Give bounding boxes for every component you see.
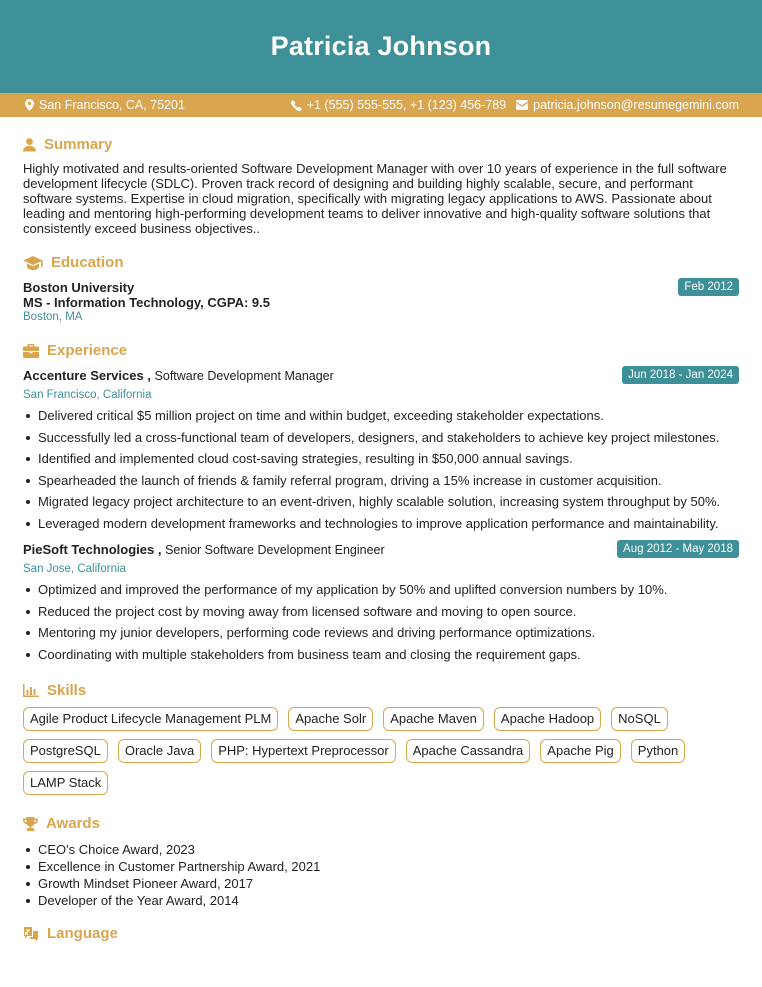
job-bullets [23,579,739,665]
job-bullet: Reduced the project cost by moving away from licensed software and moving to open source. [23,601,739,623]
job-entry [23,542,739,665]
job-bullet: Mentoring my junior developers, performing code reviews and driving performance optimizations. [23,622,739,644]
skills-heading [23,682,739,699]
awards-heading [23,815,739,832]
summary-text: Highly motivated and results-oriented Software Development Manager with over 10 years of experience in the full software development lifecycle (SDLC). Proven track record of designing and building highly scalable, secure, and performant software systems. Expertise in cloud migration, specifically with migrating legacy applications to AWS. Passionate about leading and mentoring high-performing development teams to deliver innovative and high-quality software solutions that consistently exceed business objectives.. [23,161,727,236]
job-bullet: Delivered critical $5 million project on time and within budget, exceeding stakeholder expectations. [23,405,739,427]
skill-chip: Apache Hadoop [494,707,601,731]
skill-chip: Agile Product Lifecycle Management PLM [23,707,278,731]
award-item: Developer of the Year Award, 2014 [23,892,739,909]
contact-email[interactable] [516,98,739,112]
trophy-icon [23,817,38,831]
job-bullet: Successfully led a cross-functional team of developers, designers, and stakeholders to achieve key project milestones. [23,427,739,449]
skill-chip: NoSQL [611,707,668,731]
resume-header [0,0,762,93]
job-bullet: Optimized and improved the performance of my application by 50% and uplifted conversion numbers by 10%. [23,579,739,601]
summary-heading [23,136,739,153]
awards-list [23,841,739,909]
award-item: Excellence in Customer Partnership Award, 2021 [23,858,739,875]
email-link[interactable]: patricia.johnson@resumegemini.com [533,98,739,112]
job-date-badge: Jun 2018 - Jan 2024 [622,366,739,384]
user-icon [23,138,36,152]
awards-title: Awards [46,815,100,832]
job-bullets [23,405,739,534]
briefcase-icon [23,344,39,358]
skill-chip: Oracle Java [118,739,201,763]
education-date-badge: Feb 2012 [678,278,739,296]
job-bullet: Migrated legacy project architecture to an event-driven, highly scalable solution, increasing system throughput by 50%. [23,491,739,513]
company-name: Accenture Services , [23,368,151,383]
phone-icon [291,100,302,111]
map-pin-icon [25,99,34,111]
candidate-name: Patricia Johnson [270,31,492,61]
job-date-badge: Aug 2012 - May 2018 [617,540,739,558]
experience-heading [23,342,739,359]
award-item: CEO's Choice Award, 2023 [23,841,739,858]
skill-chip: Apache Cassandra [406,739,531,763]
skill-chip: Apache Pig [540,739,621,763]
school-location: Boston, MA [23,311,83,323]
skill-chip: Python [631,739,685,763]
school-name: Boston University [23,280,135,295]
experience-title: Experience [47,342,128,359]
contact-location [25,98,185,112]
contact-bar [0,93,762,117]
bar-chart-icon [23,684,39,697]
envelope-icon [516,100,528,110]
job-bullet: Identified and implemented cloud cost-saving strategies, resulting in $50,000 annual savings. [23,448,739,470]
skills-title: Skills [47,682,87,699]
job-bullet: Coordinating with multiple stakeholders from business team and closing the requirement gaps. [23,644,739,666]
job-entry [23,368,739,534]
education-heading [23,254,739,271]
job-role: Senior Software Development Engineer [165,543,385,557]
skill-chip: Apache Maven [383,707,484,731]
language-heading [23,925,739,942]
resume-body [0,136,762,942]
job-bullet: Leveraged modern development frameworks and technologies to improve application performance and maintainability. [23,513,739,535]
skill-chip: Apache Solr [288,707,373,731]
job-location: San Jose, California [23,563,126,575]
skills-list [23,707,739,795]
company-name: PieSoft Technologies , [23,542,162,557]
location-text: San Francisco, CA, 75201 [39,98,185,112]
graduation-cap-icon [23,256,43,270]
job-role: Software Development Manager [154,369,334,383]
language-icon [23,927,39,941]
phone-text: +1 (555) 555-555, +1 (123) 456-789 [306,98,507,112]
language-title: Language [47,925,118,942]
contact-phone [291,98,506,112]
degree-name: MS - Information Technology, CGPA: 9.5 [23,295,271,310]
education-title: Education [51,254,124,271]
summary-title: Summary [44,136,113,153]
skill-chip: LAMP Stack [23,771,108,795]
job-location: San Francisco, California [23,389,152,401]
skill-chip: PHP: Hypertext Preprocessor [211,739,396,763]
job-bullet: Spearheaded the launch of friends & family referral program, driving a 15% increase in customer acquisition. [23,470,739,492]
award-item: Growth Mindset Pioneer Award, 2017 [23,875,739,892]
education-entry [23,280,739,325]
skill-chip: PostgreSQL [23,739,108,763]
